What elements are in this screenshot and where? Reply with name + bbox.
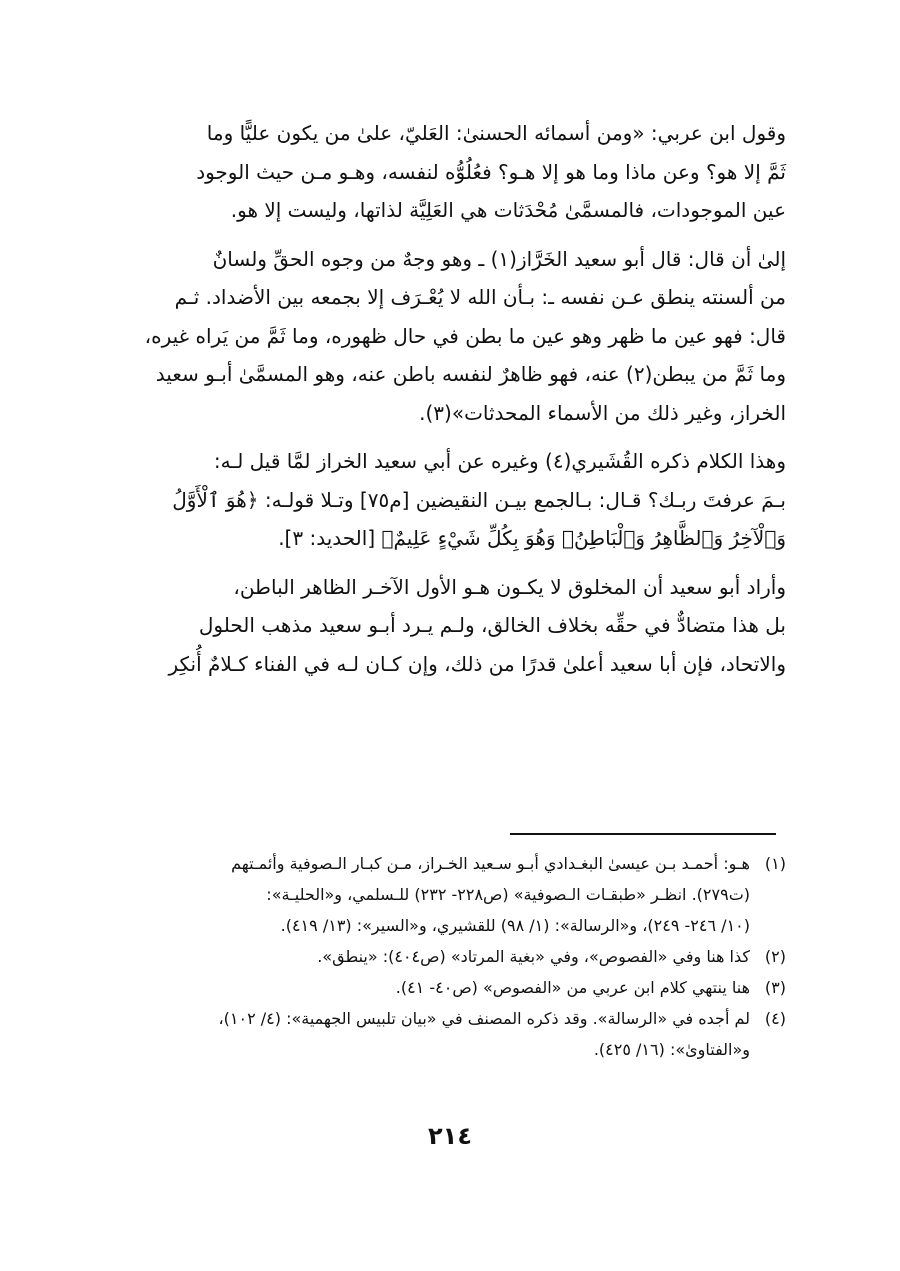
text-line: الخراز، وغير ذلك من الأسماء المحدثات»(٣). <box>419 400 786 425</box>
paragraph <box>118 240 786 433</box>
footnote-text <box>118 848 750 941</box>
footnote-text <box>118 1003 750 1065</box>
text-line: وَٱلْآخِرُ وَٱلظَّاهِرُ وَٱلْبَاطِنُۖ وَهُوَ بِكُلِّ شَيْءٍ عَلِيمٌ﴾ [الحديد: ٣]. <box>278 526 786 550</box>
footnote-3 <box>118 972 786 1003</box>
footnote-line: كذا هنا وفي «الفصوص»، وفي «بغية المرتاد» (ص٤٠٤): «ينطق». <box>317 947 750 966</box>
footnote-number: (١) <box>764 854 786 873</box>
footnote-text <box>118 941 750 972</box>
text-line: عين الموجودات، فالمسمَّىٰ مُحْدَثات هي العَلِيَّة لذاتها، وليست إلا هو. <box>230 198 786 222</box>
footnote-4 <box>118 1003 786 1065</box>
footnote-line: لم أجده في «الرسالة». وقد ذكره المصنف في «بيان تلبيس الجهمية»: (٤/ ١٠٢)، <box>218 1009 750 1028</box>
paragraph <box>118 442 786 558</box>
text-line: وقول ابن عربي: «ومن أسمائه الحسنىٰ: العَليّ، علىٰ من يكون عليًّا وما <box>206 121 786 145</box>
footnote-separator <box>510 833 776 835</box>
page-number: ٢١٤ <box>428 1122 472 1150</box>
text-line: إلىٰ أن قال: قال أبو سعيد الخَرَّاز(١) ـ وهو وجهٌ من وجوه الحقِّ ولسانٌ <box>212 246 786 271</box>
text-line: قال: فهو عين ما ظهر وهو عين ما بطن في حال ظهوره، وما ثَمَّ من يَراه غيره، <box>144 323 786 348</box>
footnote-2 <box>118 941 786 972</box>
paragraph <box>118 568 786 684</box>
text-line: وأراد أبو سعيد أن المخلوق لا يكـون هـو الأول الآخـر الظاهر الباطن، <box>233 574 786 599</box>
text-line: بـمَ عرفتَ ربـك؟ قـال: بـالجمع بيـن النقيضين [م٧٥] وتـلا قولـه: ﴿هُوَ ٱلْأَوَّلُ <box>172 487 786 512</box>
text-line: والاتحاد، فإن أبا سعيد أعلىٰ قدرًا من ذلك، وإن كـان لـه في الفناء كـلامٌ أُنكِر <box>168 651 786 676</box>
footnote-number: (٤) <box>764 1009 786 1028</box>
footnote-number: (٣) <box>764 978 786 997</box>
footnotes <box>118 848 786 1065</box>
text-line: وهذا الكلام ذكره القُشَيري(٤) وغيره عن أبي سعيد الخراز لمَّا قيل لـه: <box>213 449 786 473</box>
text-line: ثَمَّ إلا هو؟ وعن ماذا وما هو إلا هـو؟ فعُلُوُّه لنفسه، وهـو مـن حيث الوجود <box>196 159 786 184</box>
footnote-line: (ت٢٧٩). انظـر «طبقـات الـصوفية» (ص٢٢٨- ٢٣٢) للـسلمي، و«الحليـة»: <box>266 885 750 904</box>
text-line: وما ثَمَّ من يبطن(٢) عنه، فهو ظاهرٌ لنفسه باطن عنه، وهو المسمَّىٰ أبـو سعيد <box>155 362 786 386</box>
footnote-1 <box>118 848 786 941</box>
text-line: من ألسنته ينطق عـن نفسه ـ: بـأن الله لا يُعْـرَف إلا بجمعه بين الأضداد. ثـم <box>174 285 786 309</box>
footnote-number: (٢) <box>764 947 786 966</box>
text-line: بل هذا متضادٌّ في حقِّه بخلاف الخالق، ولـم يـرد أبـو سعيد مذهب الحلول <box>198 613 786 637</box>
footnote-line: هنا ينتهي كلام ابن عربي من «الفصوص» (ص٤٠- ٤١). <box>395 978 750 997</box>
footnote-text <box>118 972 750 1003</box>
main-text <box>118 114 786 693</box>
paragraph <box>118 114 786 230</box>
footnote-line: و«الفتاوىٰ»: (١٦/ ٤٢٥). <box>593 1040 750 1059</box>
footnote-line: هـو: أحمـد بـن عيسىٰ البغـدادي أبـو سـعيد الخـراز، مـن كبـار الـصوفية وأئمـتهم <box>231 854 750 873</box>
footnote-line: (١٠/ ٢٤٦- ٢٤٩)، و«الرسالة»: (١/ ٩٨) للقشيري، و«السير»: (١٣/ ٤١٩). <box>280 916 750 935</box>
